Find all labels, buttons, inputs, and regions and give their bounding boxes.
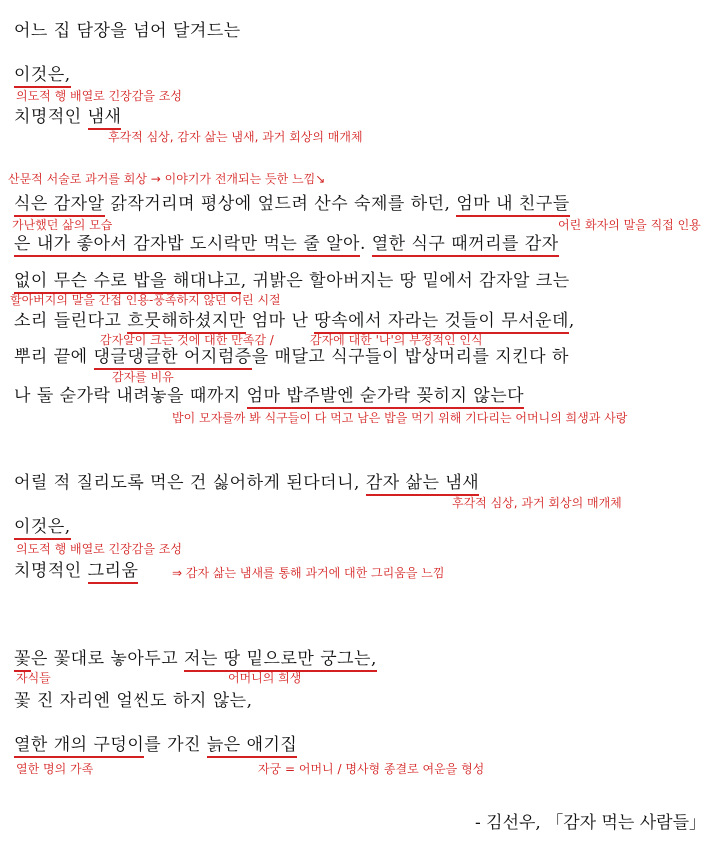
annotation: 열한 명의 가족 [16,762,94,776]
underlined-phrase: 늙은 애기집 [207,735,298,758]
underlined-phrase: 그리움 [88,561,139,584]
poem-line [14,560,138,582]
annotation: 의도적 행 배열로 긴장감을 조성 [16,89,182,103]
annotation: 밥이 모자를까 봐 식구들이 다 먹고 남은 밥을 먹기 위해 기다리는 어머니의 희생과 사랑 [172,411,628,425]
underlined-phrase: 열한 식구 때꺼리를 감자 [372,234,559,257]
poem-line [14,734,297,756]
poem-line: 꽃 진 자리엔 얼씬도 하지 않는, [14,691,253,711]
underlined-phrase: 없이 무슨 수로 밥을 해대냐고 [14,271,241,294]
poem-line [14,270,570,292]
phrase: 를 가진 [144,735,207,755]
poem-line [14,385,524,407]
annotation: 자궁 = 어머니 / 명사형 종결로 여운을 형성 [258,762,485,776]
phrase: 뿌리 끝에 [14,347,94,367]
phrase: 치명적인 [14,107,88,127]
annotation: 감자알이 크는 것에 대한 만족감 / [100,333,274,347]
underlined-phrase: 엄마 내 친구들 [456,194,569,217]
poem-line [14,472,479,494]
annotation: 가난했던 삶의 모습 [12,218,113,232]
annotation: 후각적 심상, 과거 회상의 매개체 [452,496,622,510]
poem-line [14,516,71,538]
annotation: 어머니의 희생 [228,671,302,685]
phrase: , 귀밝은 할아버지는 땅 밑에서 감자알 크는 [240,271,570,291]
underlined-phrase: 꽃 [14,649,31,672]
phrase: 갉작거리며 평상에 엎드려 산수 숙제를 하던, [104,194,457,214]
phrase: 나 둘 숟가락 내려놓을 때까지 [14,386,247,406]
poem-line [14,346,569,368]
phrase: 을 매달고 식구들이 밥상머리를 지킨다 하 [251,347,569,367]
annotation: 후각적 심상, 감자 삶는 냄새, 과거 회상의 매개체 [108,130,363,144]
underlined-phrase: 은 내가 좋아서 감자밥 도시락만 먹는 줄 알아 [14,234,360,257]
underlined-phrase: 이것은, [14,517,71,540]
phrase: 은 꽃대로 놓아두고 [30,649,185,669]
phrase: 치명적인 [14,561,88,581]
phrase: 엄마 난 [245,311,315,331]
underlined-phrase: 열한 개의 구덩이 [14,735,144,758]
underlined-phrase: 감자 삶는 냄새 [366,473,479,496]
poem-line [14,648,377,670]
phrase: 소리 들린다고 [14,311,128,331]
poem-line: 어느 집 담장을 넘어 달겨드는 [14,21,241,41]
annotation: 어린 화자의 말을 직접 인용 [558,218,701,232]
underlined-phrase: 댕글댕글한 어지럼증 [94,347,252,370]
poem-line [14,64,71,86]
annotation: ⇒ 감자 삶는 냄새를 통해 과거에 대한 그리움을 느낌 [172,566,445,580]
annotation: 산문적 서술로 과거를 회상 → 이야기가 전개되는 듯한 느낌↘ [8,172,326,186]
annotation: 자식들 [16,671,51,685]
phrase: . [359,234,372,254]
annotation: 할아버지의 말을 간접 인용-풍족하지 않던 어린 시절 [10,293,281,307]
annotation: 감자를 비유 [112,370,174,384]
annotation: 의도적 행 배열로 긴장감을 조성 [16,542,182,556]
poem-line [14,310,575,332]
annotation: 감자에 대한 '나'의 부정적인 인식 [310,333,483,347]
poem-line [14,106,121,128]
underlined-phrase: 흐뭇해하셨지만 [127,311,245,334]
phrase: 어릴 적 질리도록 먹은 건 싫어하게 된다더니, [14,473,366,493]
underlined-phrase: 엄마 밥주발엔 숟가락 꽂히지 않는다 [247,386,524,409]
underlined-phrase: 이것은, [14,65,71,88]
poem-line [14,193,570,215]
underlined-phrase: 저는 땅 밑으로만 궁그는, [184,649,377,672]
underlined-phrase: 냄새 [88,107,122,130]
phrase: , [568,311,575,331]
poem-line [14,233,559,255]
underlined-phrase: 식은 감자알 [14,194,105,217]
author-citation: - 김선우, 「감자 먹는 사람들」 [475,813,706,833]
underlined-phrase: 땅속에서 자라는 것들이 무서운데 [314,311,569,334]
